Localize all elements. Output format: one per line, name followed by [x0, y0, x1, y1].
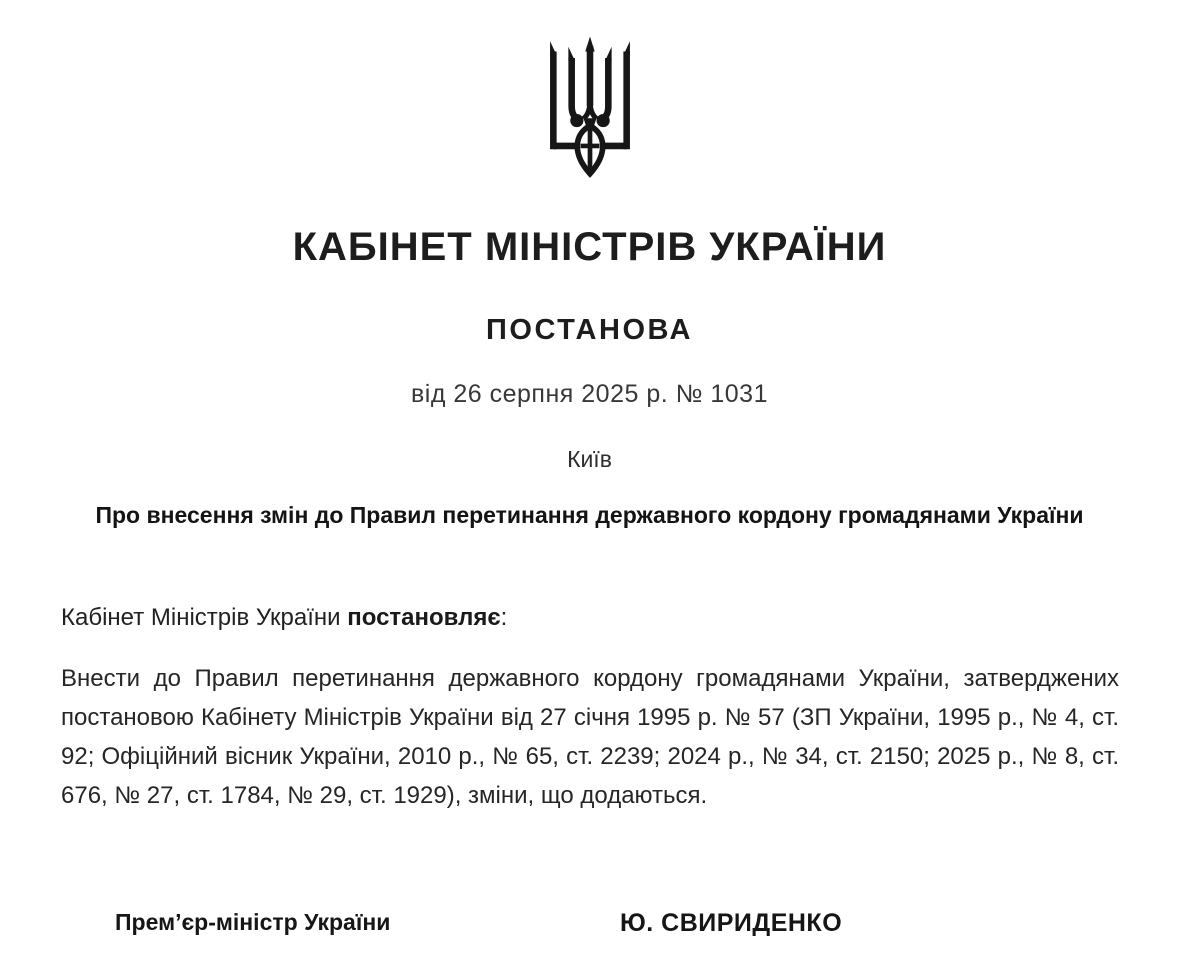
- org-name-heading: КАБІНЕТ МІНІСТРІВ УКРАЇНИ: [292, 225, 887, 269]
- date-number-line: від 26 серпня 2025 р. № 1031: [411, 380, 768, 408]
- coat-of-arms-icon: [0, 30, 1179, 182]
- doc-type-heading: ПОСТАНОВА: [486, 314, 693, 346]
- city-line: Київ: [567, 446, 612, 472]
- document-title: Про внесення змін до Правил перетинання державного кордону громадянами України: [95, 502, 1084, 528]
- preamble-colon: :: [500, 604, 508, 631]
- signature-name: Ю. СВИРИДЕНКО: [620, 909, 843, 937]
- preamble-regular-text: Кабінет Міністрів України: [61, 604, 348, 631]
- signature-position-label: Прем’єр-міністр України: [115, 909, 391, 935]
- signature-row: [0, 909, 1179, 949]
- preamble-line: [61, 604, 1118, 633]
- body-paragraph: Внести до Правил перетинання державного кордону громадянами України, затверджених постановою Кабінету Міністрів України від 27 січня 1995 р. № 57 (ЗП України, 1995 р., № 4, ст. 92; Офіційний вісник України, 2010 р., № 65, ст. 2239; 2024 р., № 34, ст. 2150; 2025 р., № 8, ст. 676, № 27, ст. 1784, № 29, ст. 1929), зміни, що додаються.: [61, 665, 1119, 809]
- preamble-bold-text: постановляє: [347, 604, 501, 631]
